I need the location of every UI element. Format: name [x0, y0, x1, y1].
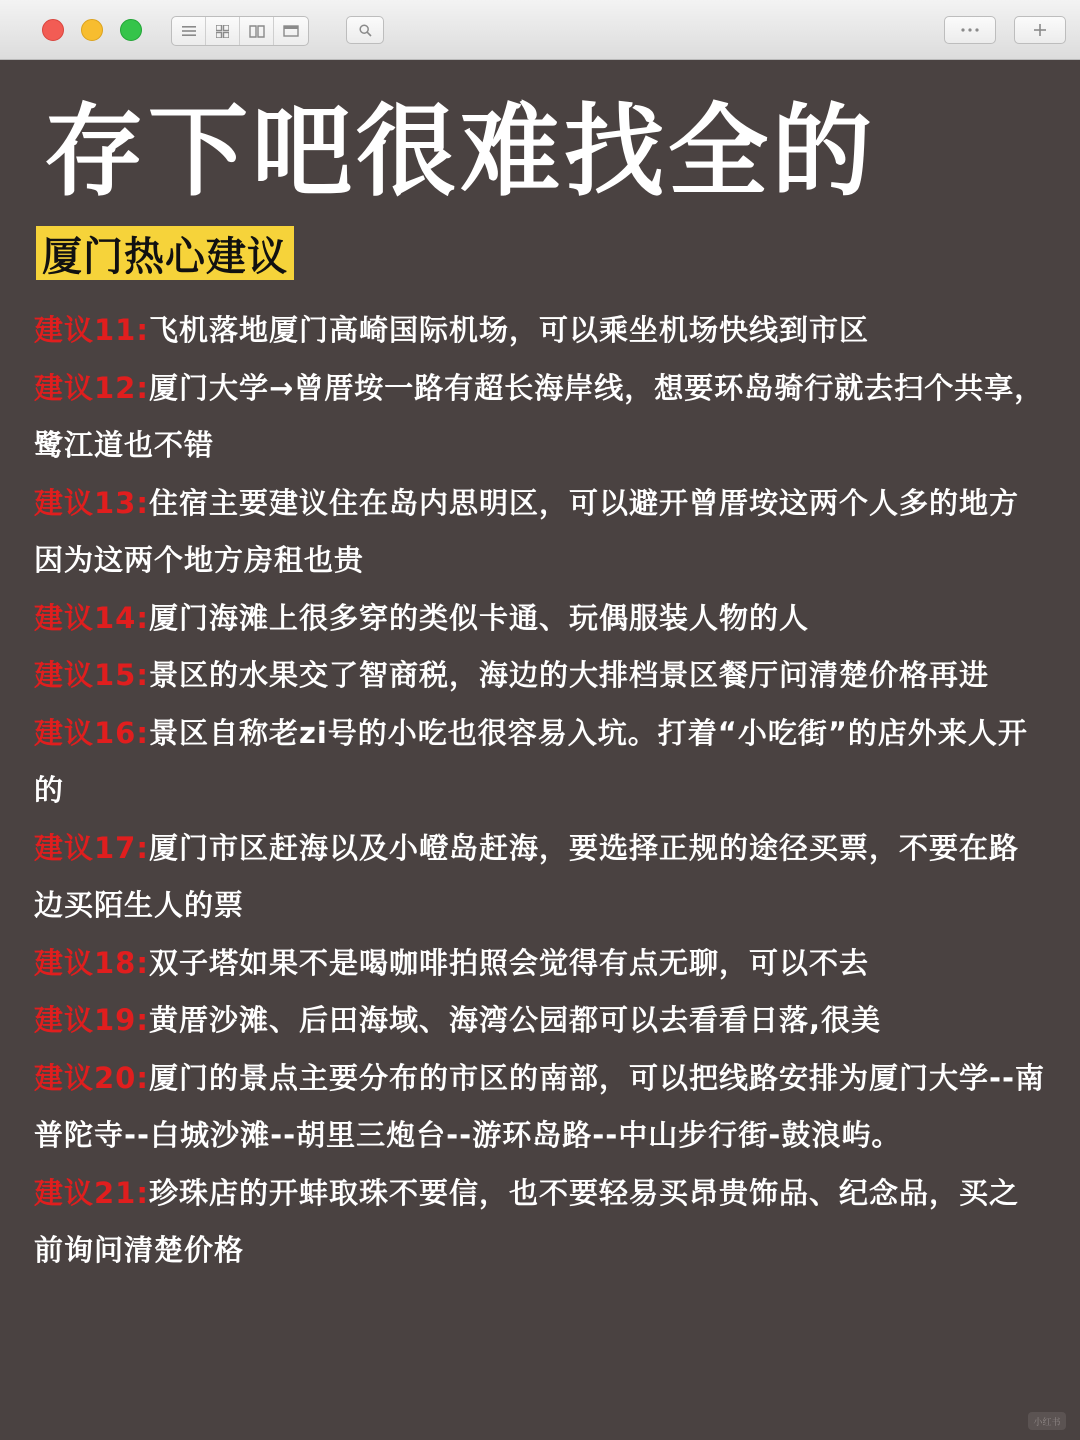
tip-item	[34, 590, 1046, 648]
tip-label: 建议18:	[34, 945, 149, 980]
close-window-button[interactable]	[42, 19, 64, 41]
tip-text: 厦门市区赶海以及小嶝岛赶海，要选择正规的途径买票，不要在路边买陌生人的票	[34, 830, 1019, 922]
tip-label: 建议11:	[34, 313, 149, 347]
tip-text: 黄厝沙滩、后田海域、海湾公园都可以去看看日落,很美	[148, 1003, 881, 1037]
tip-item	[34, 1050, 1046, 1165]
tip-text: 厦门大学→曾厝垵一路有超长海岸线，想要环岛骑行就去扫个共享，鹭江道也不错	[34, 370, 1045, 462]
tip-label: 建议20:	[34, 1060, 149, 1095]
tip-item	[34, 302, 1046, 360]
search-icon	[359, 24, 372, 37]
tip-label: 建议15:	[34, 658, 149, 692]
window-titlebar	[0, 0, 1080, 60]
tip-item	[34, 820, 1046, 935]
tip-item	[34, 647, 1046, 705]
tip-label: 建议14:	[34, 600, 149, 635]
tip-text: 景区的水果交了智商税，海边的大排档景区餐厅问清楚价格再进	[148, 658, 989, 692]
plus-icon	[1033, 23, 1047, 37]
tip-text: 景区自称老zi号的小吃也很容易入坑。打着“小吃街”的店外来人开的	[34, 715, 1028, 807]
tip-text: 飞机落地厦门高崎国际机场，可以乘坐机场快线到市区	[148, 313, 869, 347]
window-view-button[interactable]	[274, 17, 308, 45]
more-button[interactable]	[944, 16, 996, 44]
list-view-button[interactable]	[172, 17, 206, 45]
watermark: 小红书	[1028, 1412, 1066, 1430]
search-button[interactable]	[346, 16, 384, 44]
section-badge: 厦门热心建议	[36, 226, 294, 280]
tips-list	[34, 302, 1046, 1280]
tip-label: 建议13:	[34, 485, 149, 520]
grid-icon	[216, 25, 229, 38]
tip-item	[34, 360, 1046, 475]
tip-text: 珍珠店的开蚌取珠不要信，也不要轻易买昂贵饰品、纪念品，买之前询问清楚价格	[34, 1175, 1019, 1267]
minimize-window-button[interactable]	[81, 19, 103, 41]
list-icon	[182, 25, 196, 37]
add-button[interactable]	[1014, 16, 1066, 44]
tip-label: 建议21:	[34, 1175, 149, 1210]
tip-text: 双子塔如果不是喝咖啡拍照会觉得有点无聊，可以不去	[148, 945, 869, 980]
tip-text: 住宿主要建议住在岛内思明区，可以避开曾厝垵这两个人多的地方因为这两个地方房租也贵	[34, 485, 1019, 577]
grid-view-button[interactable]	[206, 17, 240, 45]
tip-text: 厦门海滩上很多穿的类似卡通、玩偶服装人物的人	[148, 600, 809, 635]
tip-text: 厦门的景点主要分布的市区的南部，可以把线路安排为厦门大学--南普陀寺--白城沙滩--胡里三炮台--游环岛路--中山步行街-鼓浪屿。	[34, 1060, 1046, 1152]
tip-label: 建议16:	[34, 715, 149, 750]
tip-label: 建议19:	[34, 1003, 149, 1037]
book-view-button[interactable]	[240, 17, 274, 45]
zoom-window-button[interactable]	[120, 19, 142, 41]
tip-label: 建议17:	[34, 830, 149, 865]
tip-item	[34, 1165, 1046, 1280]
tip-item	[34, 475, 1046, 590]
tip-item	[34, 935, 1046, 993]
book-icon	[249, 25, 265, 38]
window-icon	[283, 25, 299, 37]
view-toolbar-group	[171, 16, 309, 46]
more-icon	[961, 28, 979, 32]
page-title: 存下吧很难找全的	[44, 93, 876, 210]
tip-item	[34, 705, 1046, 820]
tip-label: 建议12:	[34, 370, 149, 405]
tip-item	[34, 992, 1046, 1050]
